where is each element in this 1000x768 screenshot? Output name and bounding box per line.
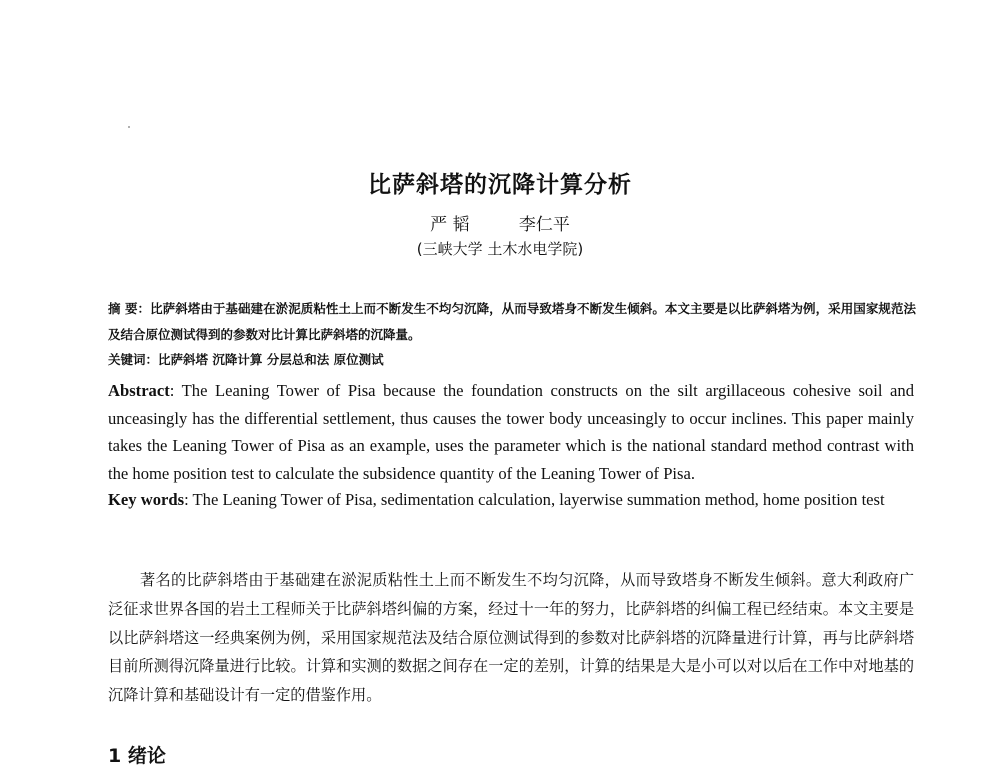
introduction-paragraph: 著名的比萨斜塔由于基础建在淤泥质粘性土上而不断发生不均匀沉降，从而导致塔身不断发生倾斜。意大利政府广泛征求世界各国的岩土工程师关于比萨斜塔纠偏的方案，经过十一年的努力，比萨斜塔的纠偏工程已经结束。本文主要是以比萨斜塔这一经典案例为例，采用国家规范法及结合原位测试得到的参数对比萨斜塔的沉降量进行计算，再与比萨斜塔目前所测得沉降量进行比较。计算和实测的数据之间存在一定的差别，计算的结果是大是小可以对以后在工作中对地基的沉降计算和基础设计有一定的借鉴作用。 [108, 571, 914, 705]
english-abstract-label: Abstract [108, 381, 170, 400]
chinese-keywords-label: 关键词： [108, 352, 159, 367]
section-heading: 1 绪论 [108, 745, 166, 767]
chinese-abstract [108, 296, 916, 348]
chinese-abstract-label: 摘 要： [108, 301, 151, 316]
chinese-keywords-text: 比萨斜塔 沉降计算 分层总和法 原位测试 [158, 352, 384, 367]
english-keywords-label: Key words [108, 490, 185, 509]
chinese-abstract-text: 比萨斜塔由于基础建在淤泥质粘性土上而不断发生不均匀沉降，从而导致塔身不断发生倾斜。本文主要是以比萨斜塔为例，采用国家规范法及结合原位测试得到的参数对比计算比萨斜塔的沉降量。 [108, 301, 916, 342]
english-keywords [108, 486, 914, 514]
author-list [0, 210, 1000, 235]
english-abstract-text: : The Leaning Tower of Pisa because the foundation constructs on the silt argillaceous cohesive soil and unceasingly has the differential settlement, thus causes the tower body unceasingly to occur inclines. This paper mainly takes the Leaning Tower of Pisa as an example, uses the parameter which is the national standard method contrast with the home position test to calculate the subsidence quantity of the Leaning Tower of Pisa. [108, 381, 914, 483]
author-2: 李仁平 [518, 215, 570, 235]
english-abstract [108, 377, 914, 487]
chinese-keywords [108, 350, 916, 368]
scan-speck [128, 126, 130, 128]
author-1: 严 韬 [430, 215, 470, 235]
affiliation: (三峡大学 土木水电学院) [416, 240, 584, 258]
paper-title: 比萨斜塔的沉降计算分析 [368, 172, 632, 198]
english-keywords-text: : The Leaning Tower of Pisa, sedimentation calculation, layerwise summation method, home position test [184, 490, 885, 509]
